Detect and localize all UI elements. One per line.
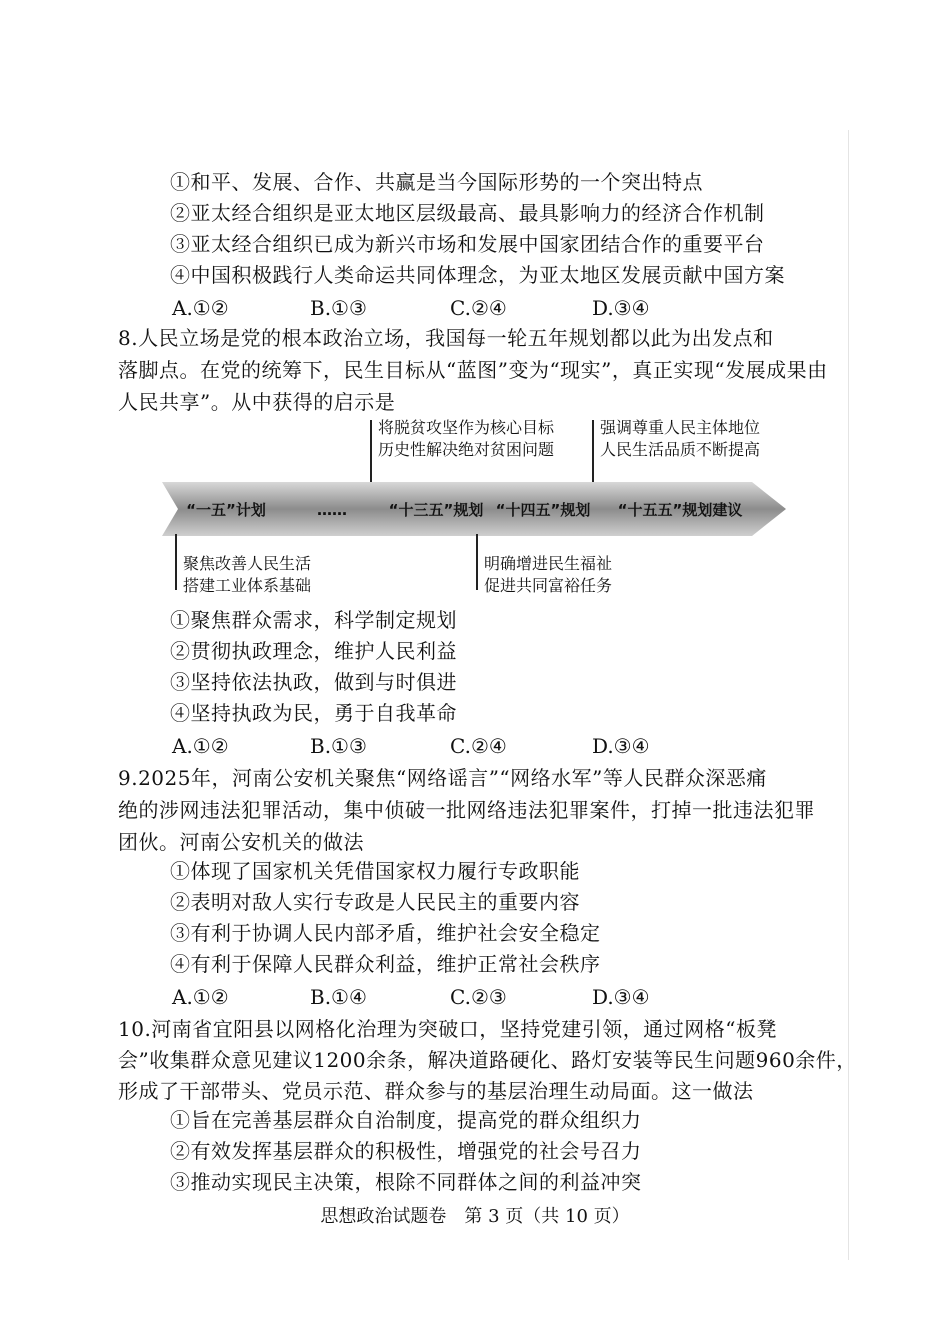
q8-callout-1st-line-1: 聚焦改善人民生活: [183, 554, 312, 573]
q8-callout-13th-tick: [370, 420, 372, 484]
q8-stage-3: “十三五”规划: [388, 501, 484, 519]
q8-choice-c: C.②④: [450, 734, 507, 758]
q8-option-3: ③坚持依法执政，做到与时俱进: [170, 670, 457, 694]
q8-stem-line-2: 落脚点。在党的统筹下，民生目标从“蓝图”变为“现实”，真正实现“发展成果由: [118, 358, 828, 382]
q9-choice-b: B.①④: [310, 985, 367, 1009]
q8-option-4: ④坚持执政为民，勇于自我革命: [170, 701, 457, 725]
q9-stem-line-3: 团伙。河南公安机关的做法: [118, 830, 364, 854]
q10-option-3: ③推动实现民主决策，根除不同群体之间的利益冲突: [170, 1170, 642, 1194]
q10-option-1: ①旨在完善基层群众自治制度，提高党的群众组织力: [170, 1108, 642, 1132]
q8-stem-line-3: 人民共享”。从中获得的启示是: [118, 390, 396, 414]
q9-option-4: ④有利于保障人民群众利益，维护正常社会秩序: [170, 952, 601, 976]
q8-choice-d: D.③④: [592, 734, 650, 758]
q7-choice-a: A.①②: [172, 296, 229, 320]
q9-stem-line-2: 绝的涉网违法犯罪活动，集中侦破一批网络违法犯罪案件，打掉一批违法犯罪: [118, 798, 815, 822]
q8-option-2: ②贯彻执政理念，维护人民利益: [170, 639, 457, 663]
q7-option-3: ③亚太经合组织已成为新兴市场和发展中国家团结合作的重要平台: [170, 232, 765, 256]
q7-choice-c: C.②④: [450, 296, 507, 320]
page-edge-shadow: [848, 130, 849, 1260]
q10-stem-line-1: 10.河南省宜阳县以网格化治理为突破口，坚持党建引领，通过网格“板凳: [118, 1017, 778, 1041]
q8-callout-14th-line-1: 明确增进民生福祉: [484, 554, 613, 573]
q8-stage-5: “十五五”规划建议: [617, 501, 743, 519]
q8-callout-15th-tick: [592, 420, 594, 484]
q7-choice-b: B.①③: [310, 296, 367, 320]
q8-stem-line-1: 8.人民立场是党的根本政治立场，我国每一轮五年规划都以此为出发点和: [118, 326, 774, 350]
q8-callout-14th-line-2: 促进共同富裕任务: [484, 576, 613, 595]
q7-option-1: ①和平、发展、合作、共赢是当今国际形势的一个突出特点: [170, 170, 703, 194]
q7-choice-d: D.③④: [592, 296, 650, 320]
q9-choice-d: D.③④: [592, 985, 650, 1009]
q8-callout-14th-tick: [476, 534, 478, 590]
q8-timeline-arrow: [160, 478, 790, 540]
q10-stem-line-2: 会”收集群众意见建议1200余条，解决道路硬化、路灯安装等民生问题960余件，: [118, 1048, 857, 1072]
q8-stage-4: “十四五”规划: [495, 501, 591, 519]
q8-callout-15th-line-2: 人民生活品质不断提高: [600, 440, 761, 459]
q8-choice-a: A.①②: [172, 734, 229, 758]
q8-callout-13th-line-1: 将脱贫攻坚作为核心目标: [378, 418, 555, 437]
q9-stem-line-1: 9.2025年，河南公安机关聚焦“网络谣言”“网络水军”等人民群众深恶痛: [118, 766, 767, 790]
q9-option-3: ③有利于协调人民内部矛盾，维护社会安全稳定: [170, 921, 601, 945]
q9-option-1: ①体现了国家机关凭借国家权力履行专政职能: [170, 859, 580, 883]
q8-callout-15th-line-1: 强调尊重人民主体地位: [600, 418, 761, 437]
q8-callout-1st-line-2: 搭建工业体系基础: [183, 576, 312, 595]
q9-choice-c: C.②③: [450, 985, 507, 1009]
q7-option-4: ④中国积极践行人类命运共同体理念，为亚太地区发展贡献中国方案: [170, 263, 785, 287]
q10-stem-line-3: 形成了干部带头、党员示范、群众参与的基层治理生动局面。这一做法: [118, 1079, 754, 1103]
q10-option-2: ②有效发挥基层群众的积极性，增强党的社会号召力: [170, 1139, 642, 1163]
q8-callout-13th-line-2: 历史性解决绝对贫困问题: [378, 440, 555, 459]
q8-option-1: ①聚焦群众需求，科学制定规划: [170, 608, 457, 632]
q9-choice-a: A.①②: [172, 985, 229, 1009]
q8-stage-2: ……: [317, 501, 347, 519]
q7-option-2: ②亚太经合组织是亚太地区层级最高、最具影响力的经济合作机制: [170, 201, 765, 225]
q9-option-2: ②表明对敌人实行专政是人民民主的重要内容: [170, 890, 580, 914]
page-footer: 思想政治试题卷 第 3 页（共 10 页）: [320, 1206, 630, 1227]
q8-stage-1: “一五”计划: [186, 501, 266, 519]
q8-choice-b: B.①③: [310, 734, 367, 758]
q8-callout-1st-tick: [175, 534, 177, 590]
